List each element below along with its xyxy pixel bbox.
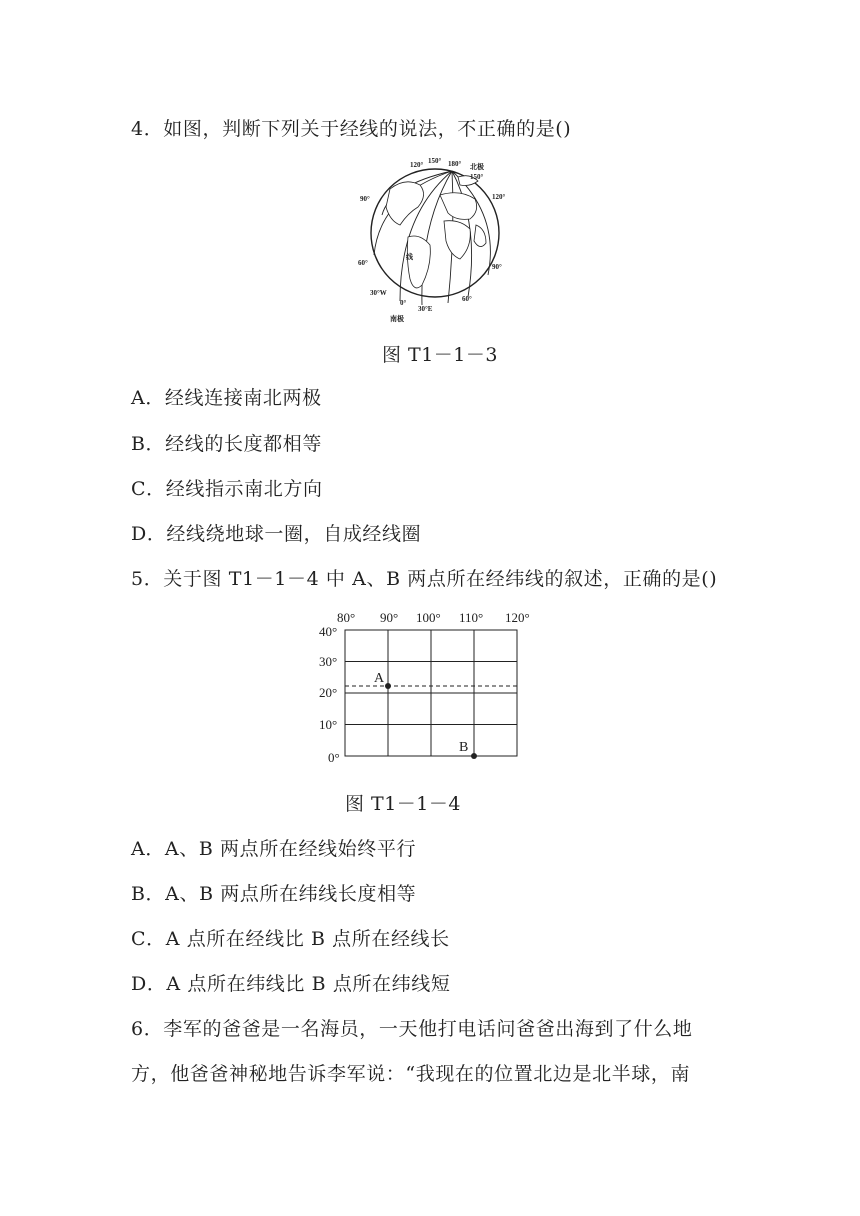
point-a-label: A <box>374 671 385 686</box>
globe-label-120e: 120° <box>492 193 506 201</box>
q5-option-d: D．A 点所在纬线比 B 点所在纬线短 <box>131 973 451 995</box>
lat-label-0: 0° <box>328 750 340 765</box>
q4-option-c: C．经线指示南北方向 <box>131 478 323 500</box>
globe-label-90w: 90° <box>360 195 370 203</box>
lat-lon-grid-figure <box>318 604 548 770</box>
lon-label-100: 100° <box>416 610 441 625</box>
lon-label-90: 90° <box>380 610 399 625</box>
q4-figure-caption: 图 T1－1－3 <box>382 344 498 366</box>
point-b <box>471 753 477 759</box>
globe-label-90e: 90° <box>492 263 502 271</box>
q5-option-b: B．A、B 两点所在纬线长度相等 <box>131 883 417 905</box>
globe-label-south-pole: 南极 <box>390 315 404 323</box>
grid-lines <box>345 630 517 756</box>
globe-label-120w: 120° <box>410 161 424 169</box>
lon-label-80: 80° <box>337 610 356 625</box>
globe-label-30w: 30°W <box>370 289 387 297</box>
q4-option-a: A．经线连接南北两极 <box>131 387 322 409</box>
globe-label-150e: 150° <box>470 173 484 181</box>
q5-stem: 5．关于图 T1－1－4 中 A、B 两点所在经纬线的叙述，正确的是() <box>131 568 718 590</box>
globe-label-north-pole: 北极 <box>470 163 484 171</box>
lat-label-20: 20° <box>319 685 338 700</box>
globe-label-60w: 60° <box>358 259 368 267</box>
lat-label-10: 10° <box>319 717 338 732</box>
globe-label-30e: 30°E <box>418 305 433 313</box>
q5-option-c: C．A 点所在经线比 B 点所在经线长 <box>131 928 450 950</box>
q4-stem: 4．如图，判断下列关于经线的说法，不正确的是() <box>131 118 572 140</box>
lat-label-30: 30° <box>319 654 338 669</box>
globe-figure <box>360 155 510 325</box>
globe-label-line: 线 <box>406 253 413 261</box>
q4-option-b: B．经线的长度都相等 <box>131 433 322 455</box>
globe-label-180: 180° <box>448 160 462 168</box>
point-a <box>385 683 391 689</box>
q5-option-a: A．A、B 两点所在经线始终平行 <box>131 838 417 860</box>
q6-line-2: 方，他爸爸神秘地告诉李军说：“我现在的位置北边是北半球，南 <box>131 1063 691 1085</box>
q4-option-d: D．经线绕地球一圈，自成经线圈 <box>131 523 422 545</box>
globe-label-60e: 60° <box>462 295 472 303</box>
globe-label-150w: 150° <box>428 157 442 165</box>
point-b-label: B <box>459 740 469 755</box>
lat-label-40: 40° <box>319 624 338 639</box>
q5-figure-caption: 图 T1－1－4 <box>345 793 461 815</box>
globe-label-0: 0° <box>400 299 407 307</box>
lon-label-110: 110° <box>459 610 484 625</box>
q6-line-1: 6．李军的爸爸是一名海员，一天他打电话问爸爸出海到了什么地 <box>131 1018 693 1040</box>
lon-label-120: 120° <box>505 610 530 625</box>
